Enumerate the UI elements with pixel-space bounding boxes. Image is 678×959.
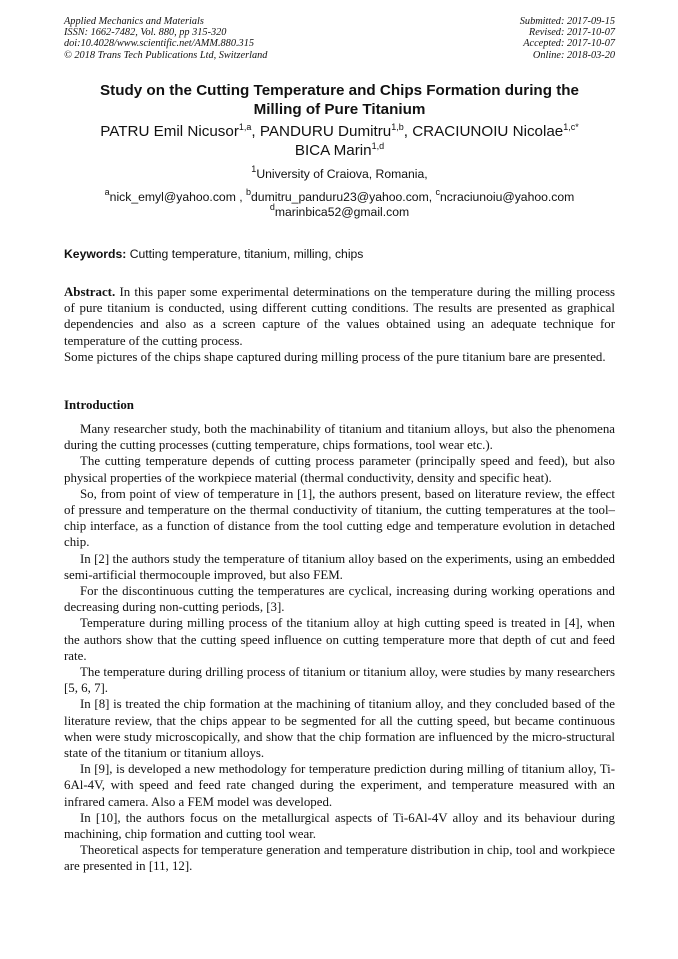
accepted-date: Accepted: 2017-10-07 xyxy=(523,38,615,50)
title-line: Milling of Pure Titanium xyxy=(253,101,426,118)
email-line xyxy=(64,202,615,220)
title-line: Study on the Cutting Temperature and Chips Formation during the xyxy=(100,82,579,99)
submitted-date: Submitted: 2017-09-15 xyxy=(519,16,615,27)
email-link[interactable]: ncraciunoiu@yahoo.com xyxy=(440,190,575,204)
email-sup: d xyxy=(269,202,275,212)
abstract xyxy=(64,284,615,365)
keywords xyxy=(64,247,615,262)
keywords-label: Keywords: xyxy=(64,247,127,261)
section-heading-introduction: Introduction xyxy=(64,398,134,412)
author-name: CRACIUNOIU Nicolae xyxy=(412,123,564,140)
author-sup: 1,c* xyxy=(563,122,579,132)
email-link[interactable]: dumitru_panduru23@yahoo.com xyxy=(251,190,429,204)
body-paragraph: So, from point of view of temperature in [1], the authors present, based on literature review, the effect of pressure and temperature on the thermal conductivity of titanium, the cutting temperatures at the tool–chip interface, as a function of distance from the tool cutting edge and temperature evolution in detached chip. xyxy=(64,486,615,550)
publication-dates xyxy=(520,16,615,61)
affiliation-text: University of Craiova, Romania, xyxy=(256,167,428,181)
body-paragraph: Temperature during milling process of the titanium alloy at high cutting speed is treated in [4], when the authors show that the cutting speed influence on cutting temperature more that depth of cut and feed rate. xyxy=(64,616,615,663)
issn: ISSN: 1662-7482, Vol. 880, pp 315-320 xyxy=(64,27,227,39)
author-list xyxy=(64,122,615,160)
revised-date: Revised: 2017-10-07 xyxy=(528,27,615,39)
affiliation-sup: 1 xyxy=(251,164,257,174)
abstract-label: Abstract. xyxy=(64,285,116,299)
body-paragraph: For the discontinuous cutting the temperatures are cyclical, increasing during working operations and decreasing during non-cutting periods, [3]. xyxy=(64,584,615,615)
email-link[interactable]: nick_emyl@yahoo.com xyxy=(109,190,236,204)
journal-info xyxy=(64,16,267,61)
abstract-text: In this paper some experimental determinations on the temperature during the milling process of pure titanium is conducted, using different cutting conditions. The results are presented as graphical dependencies and also as a screen capture of the values obtained using an adequate technique for temperature of the cutting process. xyxy=(64,285,615,348)
author-sup: 1,d xyxy=(371,141,385,151)
author-sup: 1,a xyxy=(238,122,252,132)
keywords-text: Cutting temperature, titanium, milling, chips xyxy=(129,247,364,261)
email-sup: a xyxy=(104,187,110,197)
abstract-paragraph: Some pictures of the chips shape captured during milling process of the pure titanium bare are presented. xyxy=(64,349,606,364)
email-sup: c xyxy=(435,187,441,197)
body-paragraph: In [9], is developed a new methodology for temperature prediction during milling of titanium alloy, Ti-6Al-4V, with speed and feed rate changed during the experiment, and temperature measured with an infrared camera. Also a FEM model was developed. xyxy=(64,762,615,809)
body-paragraph: In [2] the authors study the temperature of titanium alloy based on the experiments, using an embedded semi-artificial thermocouple improved, but also FEM. xyxy=(64,551,615,582)
paper-title xyxy=(64,81,615,119)
author-name: PATRU Emil Nicusor xyxy=(100,123,239,140)
introduction-body xyxy=(64,421,615,875)
author-separator: , xyxy=(403,123,413,140)
affiliation xyxy=(64,164,615,182)
body-paragraph: Many researcher study, both the machinability of titanium and titanium alloys, but also the phenomena during the cutting processes (cutting temperature, chips formations, tool wear etc.). xyxy=(64,422,615,453)
email-line xyxy=(64,187,615,205)
body-paragraph: The cutting temperature depends of cutting process parameter (principally speed and feed), but also physical properties of the workpiece material (thermal conductivity, density and specific heat). xyxy=(64,454,615,485)
author-line xyxy=(64,122,615,141)
email-sup: b xyxy=(246,187,252,197)
journal-name: Applied Mechanics and Materials xyxy=(64,16,204,27)
author-sup: 1,b xyxy=(391,122,404,132)
body-paragraph: In [10], the authors focus on the metallurgical aspects of Ti-6Al-4V alloy and its behaviour during machining, chip formation and cutting tool wear. xyxy=(64,810,615,842)
email-link[interactable]: marinbica52@gmail.com xyxy=(274,205,410,219)
body-paragraph: In [8] is treated the chip formation at the machining of titanium alloy, and they concluded based of the literature review, that the chips appear to be segmented for all the cutting speed, but became continuous when were study microscopically, and show that the chip formation are influenced by the micro-structural state of the titanium or titanium alloys. xyxy=(64,697,615,761)
body-paragraph: Theoretical aspects for temperature generation and temperature distribution in chip, tool and workpiece are presented in [11, 12]. xyxy=(64,843,615,874)
email-separator: , xyxy=(428,190,436,204)
author-name: PANDURU Dumitru xyxy=(259,123,392,140)
email-separator: , xyxy=(235,190,247,204)
online-date: Online: 2018-03-20 xyxy=(532,49,615,61)
author-emails xyxy=(64,187,615,220)
body-paragraph: The temperature during drilling process of titanium or titanium alloy, were studies by many researchers [5, 6, 7]. xyxy=(64,665,615,696)
author-name: BICA Marin xyxy=(294,142,372,159)
doi[interactable]: doi:10.4028/www.scientific.net/AMM.880.315 xyxy=(64,38,254,50)
author-separator: , xyxy=(251,123,260,140)
author-line xyxy=(64,141,615,160)
abstract-paragraph xyxy=(64,284,615,349)
copyright: © 2018 Trans Tech Publications Ltd, Switzerland xyxy=(64,49,268,61)
